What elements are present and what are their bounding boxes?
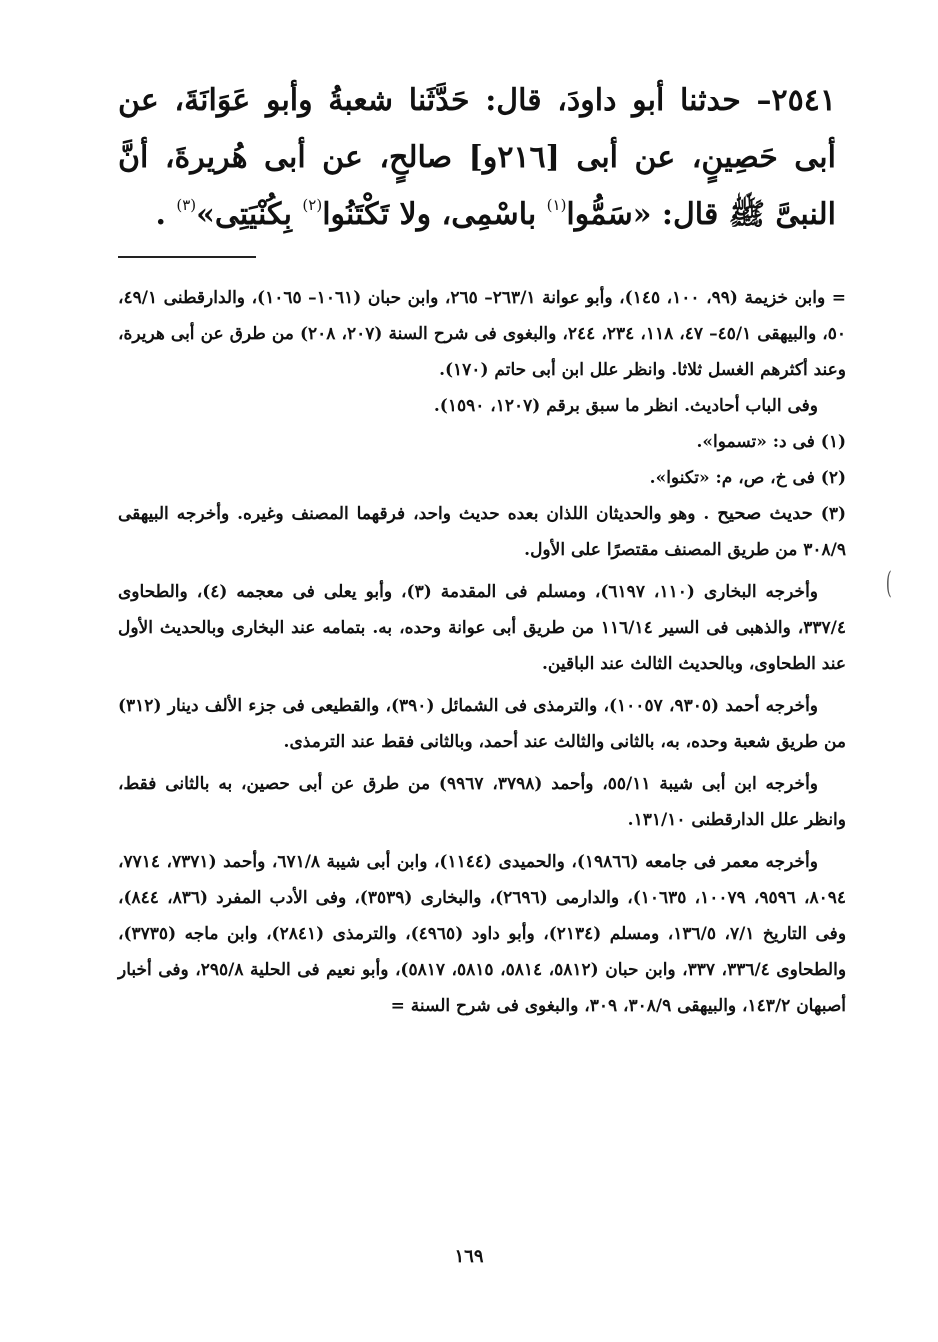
page-number: ١٦٩ <box>454 1246 484 1267</box>
footnote-see-also: وفى الباب أحاديث. انظر ما سبق برقم (١٢٠٧، ١٥٩٠). <box>433 396 818 416</box>
footnote-3-label: (٣) <box>820 504 846 524</box>
hadith-number: ٢٥٤١– <box>756 83 836 118</box>
hadith-text-part-1: حدثنا أبو داودَ، قال: حَدَّثَنا شعبةُ وأبو عَوَانَةَ، عن أبى حَصِينٍ، عن أبى <box>118 83 836 175</box>
manuscript-page-ref: [٢١٦و] <box>468 140 560 175</box>
footnote-1: (١) فى د: «تسموا». <box>696 432 846 452</box>
footnote-3 <box>118 496 846 568</box>
takhrij-paragraph-2: وأخرجه أحمد (٩٣٠٥، ١٠٠٥٧)، والترمذى فى الشمائل (٣٩٠)، والقطيعى فى جزء الألف دينار (٣١٢) من طريق شعبة وحده، به، بالثانى والثالث عند أحمد، وبالثانى فقط عند الترمذى. <box>118 696 846 752</box>
hadith-text-part-3: باسْمِى، ولا تَكْتَنُوا <box>322 197 547 232</box>
footnote-ref-2: (٢) <box>302 196 323 214</box>
takhrij-paragraph-3: وأخرجه ابن أبى شيبة ٥٥/١١، وأحمد (٣٧٩٨، ٩٩٦٧) من طرق عن أبى حصين، به بالثانى فقط، وانظر علل الدارقطنى ١٣١/١٠. <box>118 774 846 830</box>
takhrij-paragraph-1: وأخرجه البخارى (١١٠، ٦١٩٧)، ومسلم فى المقدمة (٣)، وأبو يعلى فى معجمه (٤)، والطحاوى ٣٣٧/٤، والذهبى فى السير ١١٦/١٤ من طريق أبى عوانة وحده، به. بتمامه عند البخارى وبالحديث الأول عند الطحاوى، وبالحديث الثالث عند الباقين. <box>118 582 846 674</box>
hadith-grade: حديث صحيح <box>717 503 813 524</box>
footnote-2: (٢) فى خ، ص، م: «تكنوا». <box>649 468 846 488</box>
margin-mark: ( <box>885 566 892 601</box>
footnote-ref-3: (٣) <box>176 196 197 214</box>
takhrij-paragraph-4: وأخرجه معمر فى جامعه (١٩٨٦٦)، والحميدى (١١٤٤)، وابن أبى شيبة ٦٧١/٨، وأحمد (٧٣٧١، ٧٧١٤، ٨٠٩٤، ٩٥٩٦، ١٠٠٧٩، ١٠٦٣٥)، والدارمى (٢٦٩٦)، والبخارى (٣٥٣٩)، وفى الأدب المفرد (٨٣٦، ٨٤٤)، وفى التاريخ ٧/١، ١٣٦/٥، ومسلم (٢١٣٤)، وأبو داود (٤٩٦٥)، والترمذى (٢٨٤١)، وابن ماجه (٣٧٣٥)، والطحاوى ٣٣٦/٤، ٣٣٧، وابن حبان (٥٨١٢، ٥٨١٤، ٥٨١٥، ٥٨١٧)، وأبو نعيم فى الحلية ٢٩٥/٨، وفى أخبار أصبهان ١٤٣/٢، والبيهقى ٣٠٨/٩، ٣٠٩، والبغوى فى شرح السنة = <box>118 852 847 1016</box>
footnote-divider <box>118 256 256 258</box>
hadith-text <box>118 72 836 243</box>
footnote-continuation: = وابن خزيمة (٩٩، ١٠٠، ١٤٥)، وأبو عوانة ٢٦٣/١– ٢٦٥، وابن حبان (١٠٦١– ١٠٦٥)، والدارقطنى ٤٩/١، ٥٠، والبيهقى ٤٥/١– ٤٧، ١١٨، ٢٣٤، ٢٤٤، والبغوى فى شرح السنة (٢٠٧، ٢٠٨) من طرق عن أبى هريرة، وعند أكثرهم الغسل ثلاثا. وانظر علل ابن أبى حاتم (١٧٠). <box>118 288 847 380</box>
footnote-3-text: . وهو والحديثان اللذان بعده حديث واحد، فرقهما المصنف وغيره. وأخرجه البيهقى ٣٠٨/٩ من طريق المصنف مقتصرًا على الأول. <box>118 504 846 560</box>
hadith-text-part-4: بِكُنْيَتِى» <box>196 197 303 232</box>
hadith-text-part-2: صالحٍ، عن أبى هُريرةَ، أنَّ النبىَّ ﷺ قال: «سَمُّوا <box>118 140 836 232</box>
footnotes <box>118 280 846 1024</box>
hadith-text-part-5: . <box>155 197 177 232</box>
footnote-ref-1: (١) <box>546 196 567 214</box>
